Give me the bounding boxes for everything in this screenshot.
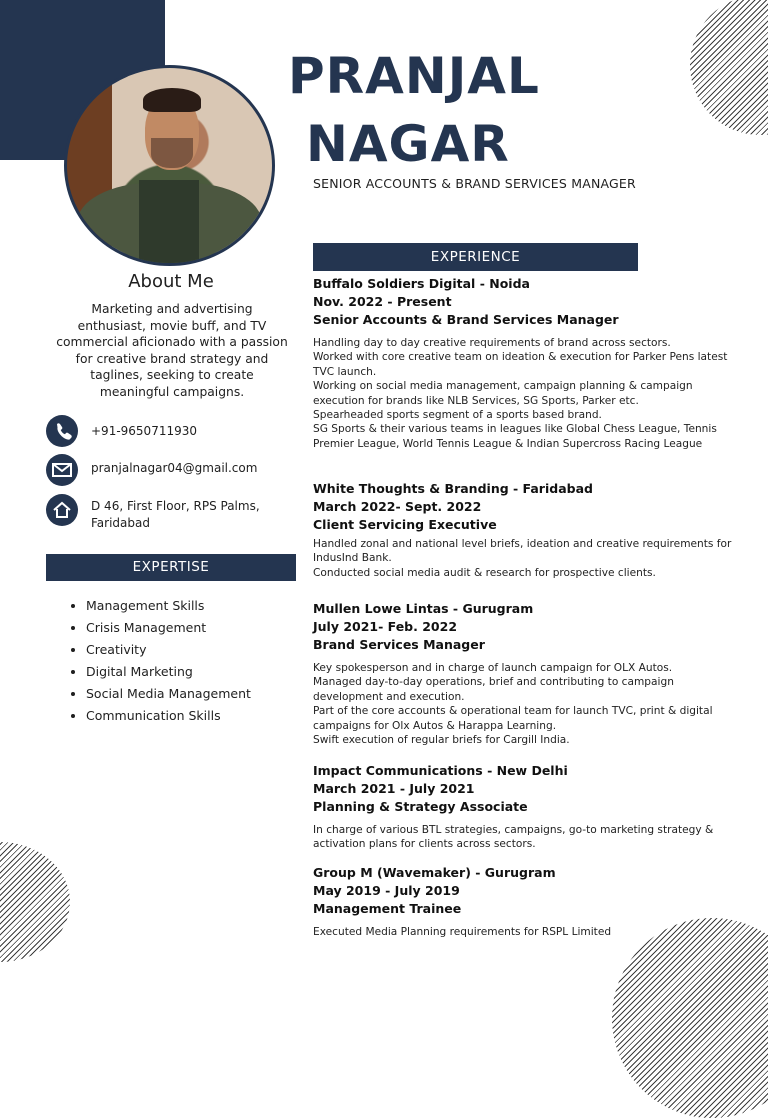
expertise-item: • Social Media Management xyxy=(86,683,251,705)
job-company: Mullen Lowe Lintas - Gurugram xyxy=(313,601,534,616)
job-title: SENIOR ACCOUNTS & BRAND SERVICES MANAGER xyxy=(313,176,636,191)
job-description-line: Executed Media Planning requirements for RSPL Limited xyxy=(313,926,612,938)
expertise-list xyxy=(60,595,251,727)
name-first: PRANJAL xyxy=(288,47,540,105)
job-dates: Nov. 2022 - Present xyxy=(313,294,452,309)
job-description xyxy=(313,925,733,939)
hatched-circle-decoration-bottom-left xyxy=(0,842,70,962)
experience-heading: EXPERIENCE xyxy=(313,243,638,271)
job-entry-buffalo-soldiers xyxy=(313,275,733,451)
job-dates: July 2021- Feb. 2022 xyxy=(313,619,458,634)
about-text: Marketing and advertising enthusiast, movie buff, and TV commercial aficionado with a passion for creative brand strategy and taglines, seeking to create meaningful campaigns. xyxy=(56,302,288,399)
job-role: Senior Accounts & Brand Services Manager xyxy=(313,312,619,327)
job-description-line: SG Sports & their various teams in leagues like Global Chess League, Tennis Premier League, World Tennis League & Indian Supercross Racing League xyxy=(313,423,717,450)
job-description-line: Working on social media management, campaign planning & campaign execution for brands like NLB Services, SG Sports, Parker etc. xyxy=(313,380,693,407)
mail-icon xyxy=(46,454,78,486)
expertise-item: • Digital Marketing xyxy=(86,661,251,683)
job-role: Planning & Strategy Associate xyxy=(313,799,528,814)
name-last: NAGAR xyxy=(306,115,510,173)
job-entry-mullen-lowe xyxy=(313,600,733,747)
job-company: Buffalo Soldiers Digital - Noida xyxy=(313,276,530,291)
home-address: D 46, First Floor, RPS Palms, Faridabad xyxy=(91,499,260,530)
job-description-line: Spearheaded sports segment of a sports based brand. xyxy=(313,409,602,422)
expertise-heading: EXPERTISE xyxy=(46,554,296,581)
expertise-item: • Crisis Management xyxy=(86,617,251,639)
job-description xyxy=(313,823,733,852)
job-entry-impact-communications xyxy=(313,762,733,852)
job-description-line: Handling day to day creative requirements of brand across sectors. xyxy=(313,337,671,349)
job-description-line: In charge of various BTL strategies, campaigns, go-to marketing strategy & activation plans for clients across sectors. xyxy=(313,824,714,851)
job-dates: March 2021 - July 2021 xyxy=(313,781,475,796)
hatched-circle-decoration-top-right xyxy=(690,0,768,135)
job-company: White Thoughts & Branding - Faridabad xyxy=(313,481,593,496)
job-description-line: Managed day-to-day operations, brief and contributing to campaign development and execution. xyxy=(313,676,674,703)
job-description xyxy=(313,537,733,580)
job-entry-white-thoughts xyxy=(313,480,733,580)
job-dates: May 2019 - July 2019 xyxy=(313,883,460,898)
email-address[interactable]: pranjalnagar04@gmail.com xyxy=(91,461,258,475)
job-entry-group-m xyxy=(313,864,733,939)
job-description-line: Conducted social media audit & research for prospective clients. xyxy=(313,566,656,579)
phone-number[interactable]: +91-9650711930 xyxy=(91,424,198,438)
job-dates: March 2022- Sept. 2022 xyxy=(313,499,482,514)
expertise-item: • Creativity xyxy=(86,639,251,661)
hatched-circle-decoration-bottom-right xyxy=(612,918,768,1118)
job-role: Brand Services Manager xyxy=(313,637,485,652)
job-company: Group M (Wavemaker) - Gurugram xyxy=(313,865,556,880)
job-company: Impact Communications - New Delhi xyxy=(313,763,568,778)
job-description-line: Part of the core accounts & operational team for launch TVC, print & digital campaigns for Olx Autos & Harappa Learning. xyxy=(313,705,713,732)
profile-photo xyxy=(64,65,275,266)
expertise-item: • Communication Skills xyxy=(86,705,251,727)
about-heading: About Me xyxy=(128,271,214,292)
job-description-line: Key spokesperson and in charge of launch campaign for OLX Autos. xyxy=(313,662,673,674)
job-description xyxy=(313,336,733,451)
job-description xyxy=(313,661,733,747)
expertise-item: • Management Skills xyxy=(86,595,251,617)
job-description-line: Handled zonal and national level briefs, ideation and creative requirements for IndusInd Bank. xyxy=(313,538,732,565)
job-role: Client Servicing Executive xyxy=(313,517,497,532)
job-description-line: Worked with core creative team on ideation & execution for Parker Pens latest TVC launch. xyxy=(313,351,728,378)
home-icon xyxy=(46,494,78,526)
job-description-line: Swift execution of regular briefs for Cargill India. xyxy=(313,734,570,747)
job-role: Management Trainee xyxy=(313,901,462,916)
phone-icon xyxy=(46,415,78,447)
